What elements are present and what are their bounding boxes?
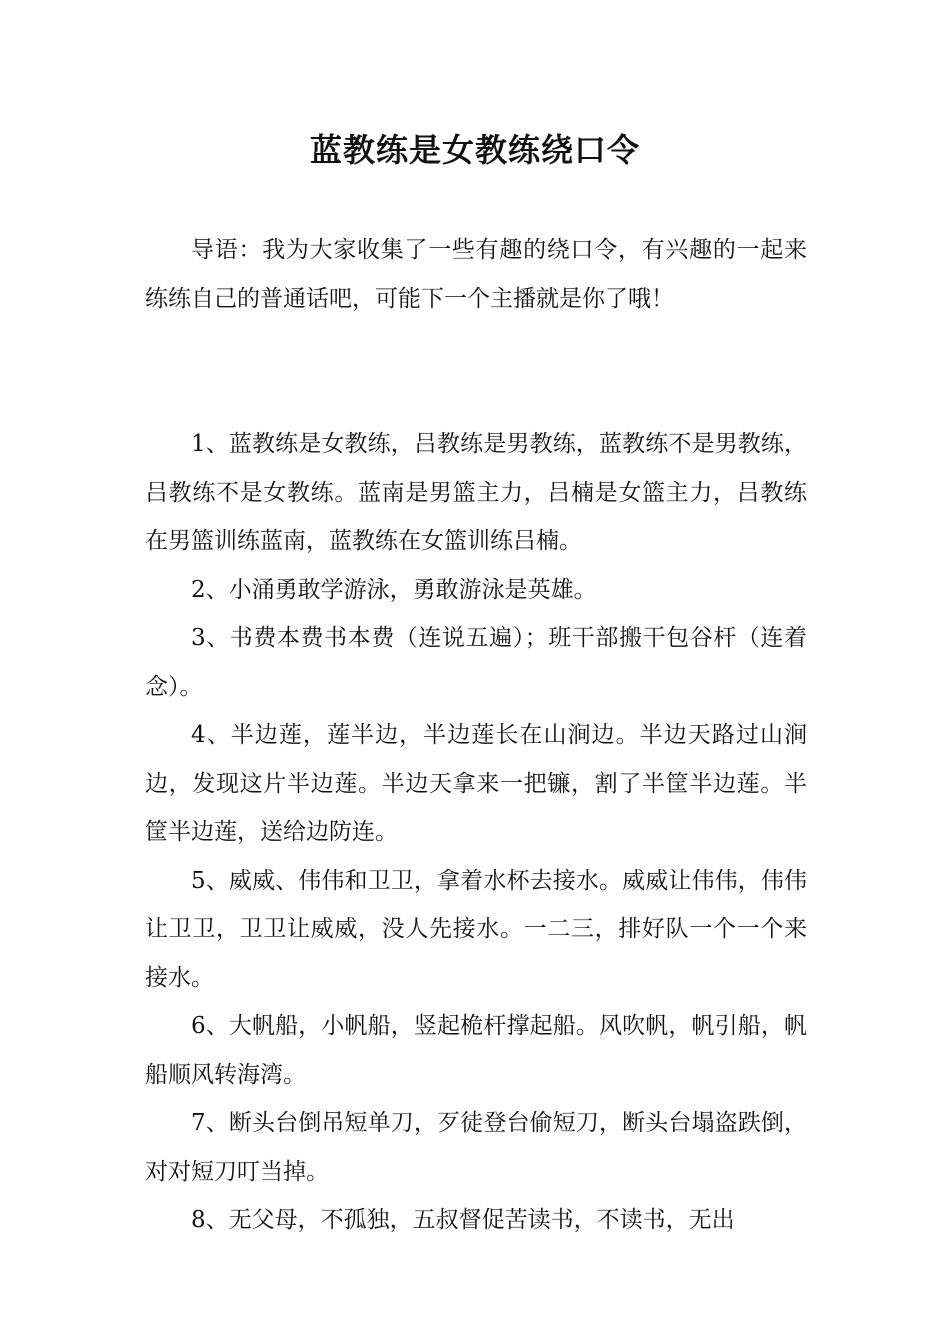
document-body [145, 226, 807, 1245]
tongue-twister-4: 4、半边莲，莲半边，半边莲长在山涧边。半边天路过山涧边，发现这片半边莲。半边天拿来一把镰，割了半筐半边莲。半筐半边莲，送给边防连。 [145, 722, 807, 845]
intro-paragraph: 导语：我为大家收集了一些有趣的绕口令，有兴趣的一起来练练自己的普通话吧，可能下一个主播就是你了哦！ [145, 237, 807, 312]
tongue-twister-8: 8、无父母，不孤独，五叔督促苦读书，不读书，无出 [191, 1207, 735, 1233]
tongue-twister-5: 5、威威、伟伟和卫卫，拿着水杯去接水。威威让伟伟，伟伟让卫卫，卫卫让威威，没人先接水。一二三，排好队一个一个来接水。 [145, 867, 807, 991]
tongue-twister-1: 1、蓝教练是女教练，吕教练是男教练，蓝教练不是男教练，吕教练不是女教练。蓝南是男篮主力，吕楠是女篮主力，吕教练在男篮训练蓝南，蓝教练在女篮训练吕楠。 [145, 431, 807, 554]
document-title: 蓝教练是女教练绕口令 [309, 131, 640, 169]
tongue-twister-6: 6、大帆船，小帆船，竖起桅杆撑起船。风吹帆，帆引船，帆船顺风转海湾。 [145, 1013, 807, 1088]
section-spacer [145, 323, 807, 420]
tongue-twister-3: 3、书费本费书本费（连说五遍）；班干部搬干包谷杆（连着念）。 [145, 625, 807, 700]
tongue-twister-2: 2、小涌勇敢学游泳，勇敢游泳是英雄。 [191, 576, 597, 603]
tongue-twister-7: 7、断头台倒吊短单刀，歹徒登台偷短刀，断头台塌盗跌倒，对对短刀叮当掉。 [145, 1110, 807, 1185]
